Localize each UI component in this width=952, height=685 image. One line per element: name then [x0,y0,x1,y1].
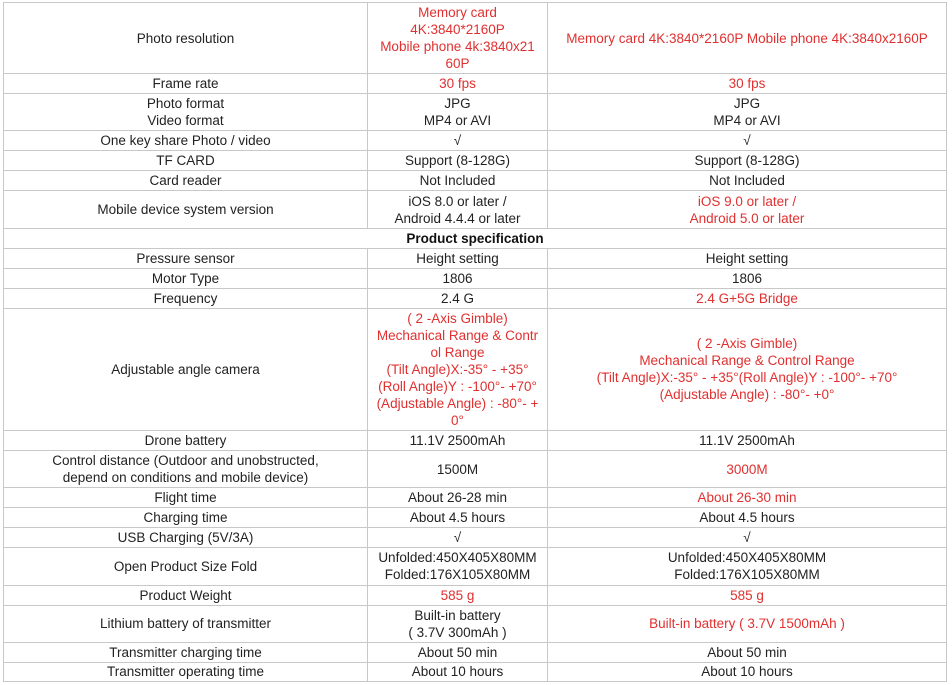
cell-line: 11.1V 2500mAh [409,433,506,449]
spec-label [4,451,368,488]
spec-value-model-b [548,431,947,451]
cell-line: Support (8-128G) [694,153,800,169]
cell-line: ( 2 -Axis Gimble) [696,336,798,352]
cell-line: 30 fps [728,76,766,92]
spec-label [4,488,368,508]
spec-value-model-b [548,548,947,585]
table-row [4,585,947,605]
spec-label [4,94,368,131]
cell-line: Memory card 4K:3840*2160P Mobile phone 4K:3840x2160P [566,30,928,46]
spec-value-model-b [548,248,947,268]
spec-label [4,662,368,681]
spec-label [4,131,368,151]
table-row [4,662,947,681]
spec-value-model-b [548,3,947,74]
cell-line: Height setting [416,250,499,266]
cell-line: Open Product Size Fold [113,558,258,574]
spec-value-model-a [368,74,548,94]
spec-value-model-a [368,662,548,681]
spec-value-model-a [368,268,548,288]
table-row [4,508,947,528]
spec-value-model-a [368,151,548,171]
cell-line: depend on conditions and mobile device) [62,470,309,486]
spec-label [4,171,368,191]
cell-line: One key share Photo / video [100,133,271,149]
table-row [4,3,947,74]
spec-label [4,288,368,308]
cell-line: 2.4 G [440,290,475,306]
spec-value-model-a [368,548,548,585]
spec-value-model-b [548,488,947,508]
cell-line: Motor Type [151,270,220,286]
cell-line: √ [453,133,462,149]
spec-label [4,431,368,451]
cell-line: Built-in battery ( 3.7V 1500mAh ) [649,616,845,632]
cell-line: Pressure sensor [136,250,235,266]
spec-value-model-a [368,171,548,191]
cell-line: 4K:3840*2160P [410,22,505,38]
cell-line: (Adjustable Angle) : -80°- +0° [659,387,835,403]
spec-value-model-b [548,94,947,131]
cell-line: 30 fps [439,76,476,92]
table-row [4,191,947,228]
cell-line: iOS 9.0 or later / [697,193,797,209]
table-row [4,528,947,548]
cell-line: Folded:176X105X80MM [384,567,531,583]
cell-line: Drone battery [144,433,227,449]
cell-line: √ [743,133,751,149]
cell-line: 0° [451,412,464,428]
table-row [4,308,947,430]
spec-value-model-b [548,268,947,288]
cell-line: Mobile phone 4k:3840x21 [380,39,535,55]
cell-line: MP4 or AVI [713,113,781,129]
spec-label [4,508,368,528]
spec-value-model-a [368,288,548,308]
spec-value-model-b [548,151,947,171]
spec-value-model-b [548,131,947,151]
cell-line: 2.4 G+5G Bridge [696,290,798,306]
cell-line: √ [743,530,751,546]
spec-value-model-a [368,585,548,605]
cell-line: JPG [444,96,471,112]
table-row [4,642,947,662]
cell-line: Card reader [149,173,222,189]
cell-line: Transmitter charging time [109,644,262,660]
cell-line: (Tilt Angle)X:-35° - +35°(Roll Angle)Y : -100°- +70° [596,370,898,386]
table-row [4,548,947,585]
spec-value-model-b [548,508,947,528]
cell-line: Memory card [418,5,497,21]
section-header: Product specification [4,228,947,248]
spec-value-model-a [368,431,548,451]
cell-line: About 4.5 hours [409,510,506,526]
cell-line: (Tilt Angle)X:-35° - +35° [386,361,529,377]
cell-line: Not Included [709,173,785,189]
cell-line: Support (8-128G) [404,153,511,169]
cell-line: Frame rate [152,76,219,92]
cell-line: (Adjustable Angle) : -80°- + [376,395,539,411]
cell-line: Control distance (Outdoor and unobstructed, [52,453,319,469]
spec-value-model-a [368,642,548,662]
table-row [4,248,947,268]
cell-line: Adjustable angle camera [111,361,260,377]
table-row [4,94,947,131]
section-row [4,228,947,248]
spec-value-model-b [548,605,947,642]
spec-table [3,2,947,682]
cell-line: Photo format [146,96,225,112]
spec-label [4,308,368,430]
cell-line: Built-in battery [414,607,501,623]
cell-line: About 50 min [707,644,787,660]
cell-line: Android 4.4.4 or later [394,210,521,226]
spec-value-model-a [368,508,548,528]
table-row [4,605,947,642]
spec-label [4,248,368,268]
cell-line: Charging time [143,510,228,526]
cell-line: Folded:176X105X80MM [674,567,820,583]
spec-value-model-a [368,528,548,548]
spec-value-model-b [548,642,947,662]
cell-line: 60P [445,56,470,72]
spec-value-model-b [548,451,947,488]
spec-label [4,585,368,605]
cell-line: Android 5.0 or later [689,210,805,226]
cell-line: TF CARD [156,153,215,169]
cell-line: Not Included [419,173,496,189]
spec-value-model-b [548,528,947,548]
cell-line: Flight time [154,490,217,506]
spec-value-model-a [368,131,548,151]
cell-line: ( 2 -Axis Gimble) [407,310,508,326]
spec-value-model-a [368,308,548,430]
cell-line: Mobile device system version [97,202,274,218]
spec-value-model-a [368,248,548,268]
cell-line: Transmitter operating time [106,664,265,680]
spec-value-model-a [368,3,548,74]
cell-line: 3000M [726,461,768,477]
cell-line: About 4.5 hours [699,510,795,526]
cell-line: 1500M [436,461,479,477]
spec-label [4,605,368,642]
table-row [4,288,947,308]
table-row [4,131,947,151]
spec-label [4,548,368,585]
spec-value-model-b [548,308,947,430]
spec-value-model-a [368,605,548,642]
cell-line: About 26-28 min [407,490,508,506]
cell-line: Lithium battery of transmitter [99,616,272,632]
cell-line: Video format [147,113,224,129]
table-row [4,74,947,94]
cell-line: USB Charging (5V/3A) [117,530,254,546]
cell-line: Photo resolution [136,30,235,46]
table-row [4,268,947,288]
cell-line: 1806 [731,270,763,286]
cell-line: About 10 hours [701,664,793,680]
cell-line: 1806 [442,270,473,286]
spec-label [4,528,368,548]
cell-line: About 50 min [417,644,498,660]
cell-line: Product Weight [139,587,232,603]
cell-line: 585 g [730,587,764,603]
cell-line: √ [453,530,462,546]
spec-label [4,642,368,662]
spec-value-model-a [368,191,548,228]
spec-value-model-b [548,171,947,191]
table-row [4,171,947,191]
spec-label [4,3,368,74]
spec-table-body [4,3,947,682]
cell-line: Mechanical Range & Contr [376,327,539,343]
cell-line: MP4 or AVI [423,113,492,129]
cell-line: Height setting [705,250,789,266]
cell-line: Mechanical Range & Control Range [639,353,855,369]
spec-value-model-b [548,74,947,94]
spec-label [4,74,368,94]
table-row [4,431,947,451]
table-row [4,151,947,171]
spec-value-model-b [548,662,947,681]
table-row [4,451,947,488]
spec-value-model-b [548,288,947,308]
cell-line: About 10 hours [411,664,504,680]
spec-label [4,191,368,228]
spec-value-model-a [368,451,548,488]
cell-line: Unfolded:450X405X80MM [667,550,827,566]
spec-label [4,151,368,171]
cell-line: 11.1V 2500mAh [699,433,795,449]
cell-line: ( 3.7V 300mAh ) [408,624,507,640]
cell-line: Unfolded:450X405X80MM [378,550,537,566]
spec-value-model-b [548,585,947,605]
cell-line: iOS 8.0 or later / [408,193,507,209]
cell-line: ol Range [430,344,485,360]
cell-line: (Roll Angle)Y : -100°- +70° [378,378,537,394]
cell-line: Frequency [153,290,218,306]
spec-value-model-b [548,191,947,228]
cell-line: About 26-30 min [697,490,797,506]
cell-line: 585 g [440,587,475,603]
table-row [4,488,947,508]
spec-value-model-a [368,94,548,131]
cell-line: JPG [733,96,761,112]
spec-label [4,268,368,288]
spec-value-model-a [368,488,548,508]
